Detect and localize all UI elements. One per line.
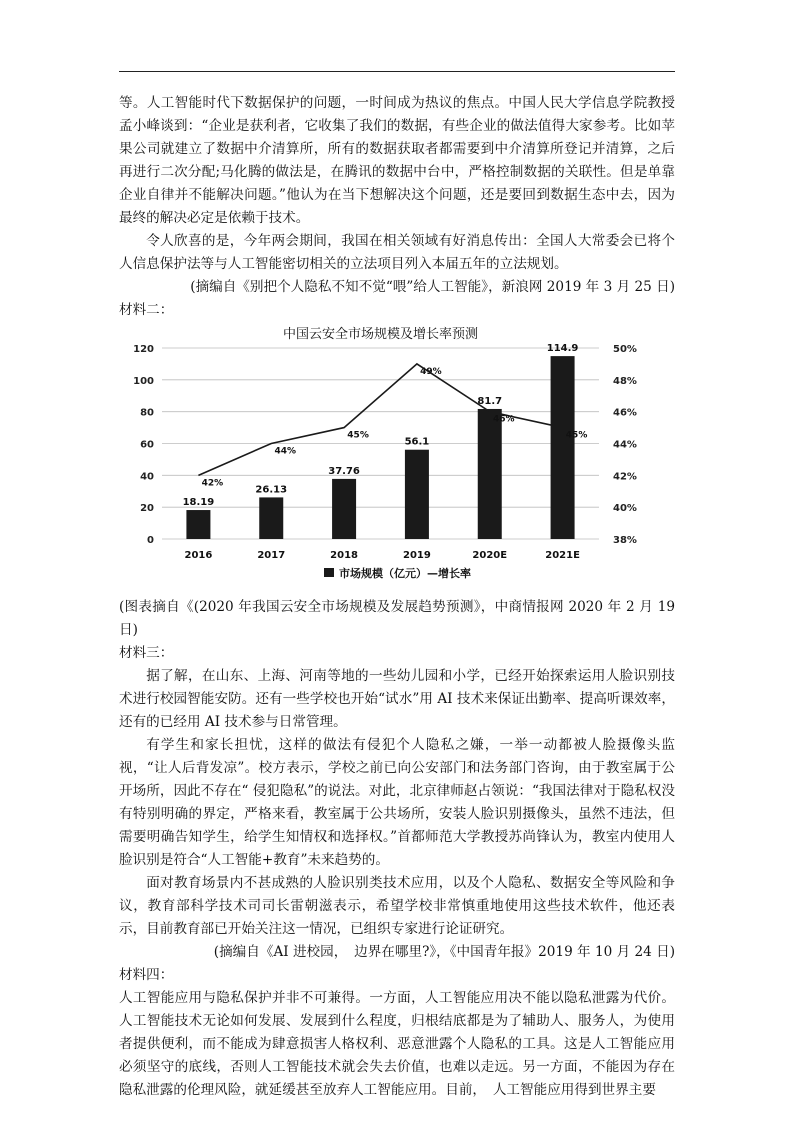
y-tick-label: 120 xyxy=(133,344,154,355)
bar-label: 81.7 xyxy=(477,395,503,407)
y-tick-label: 40 xyxy=(140,471,154,483)
paragraph-2: 令人欣喜的是，今年两会期间，我国在相关领域有好消息传出：全国人大常委会已将个人信息保护法等与人工智能密切相关的立法项目列入本届五年的立法规划。 xyxy=(119,233,675,272)
line-label: 45% xyxy=(565,430,588,441)
line-label: 46% xyxy=(492,414,515,425)
bar xyxy=(551,356,575,539)
bar xyxy=(259,497,283,539)
paragraph-6: 人工智能应用与隐私保护并非不可兼得。一方面，人工智能应用决不能以隐私泄露为代价。人工智能技术无论如何发展、发展到什么程度，归根结底都是为了辅助人、服务人，为使用者提供便利，而不能成为肆意损害人格权利、恶意泄露个人隐私的工具。这是人工智能应用必须坚守的底线，否则人工智能技术就会失去价值，也难以走远。另一方面，不能因为存在隐私泄露的伦理风险，就延缓甚至放弃人工智能应用。目前， 人工智能应用得到世界主要 xyxy=(119,990,675,1098)
y2-tick-label: 42% xyxy=(613,471,637,483)
paragraph-1: 等。人工智能时代下数据保护的问题，一时间成为热议的焦点。中国人民大学信息学院教授孟小峰谈到：“企业是获利者，它收集了我们的数据，有些企业的做法值得大家参考。比如苹果公司就建立了数据中介清算所，所有的数据获取者都需要到中介清算所登记并清算，之后再进行二次分配;马化腾的做法是，在腾讯的数据中台中，严格控制数据的关联性。但是单靠企业自律并不能解决问题。”他认为在当下想解决这个问题，还是要回到数据生态中去，因为最终的解决必定是依赖于技术。 xyxy=(119,95,675,226)
bar-label: 37.76 xyxy=(328,465,360,477)
x-tick-label: 2020E xyxy=(472,550,508,561)
x-tick-label: 2018 xyxy=(330,550,359,561)
bar-label: 18.19 xyxy=(182,497,215,509)
y2-tick-label: 38% xyxy=(613,535,637,546)
material-4-label: 材料四： xyxy=(119,967,174,983)
bar xyxy=(332,479,356,539)
bar-label: 26.13 xyxy=(255,484,288,496)
y2-tick-label: 46% xyxy=(613,407,637,419)
y-tick-label: 60 xyxy=(140,439,154,451)
paragraph-4: 有学生和家长担忧，这样的做法有侵犯个人隐私之嫌，一举一动都被人脸摄像头监视，“让人后背发凉”。校方表示，学校之前已向公安部门和法务部门咨询，由于教室属于公开场所，因此不存在“ 侵犯隐私”的说法。对此，北京律师赵占领说：“我国法律对于隐私权没有特别明确的界定，严格来看，教室属于公共场所，安装人脸识别摄像头，虽然不违法，但需要明确告知学生，给学生知情权和选择权。”首都师范大学教授苏尚锋认为，教室内使用人脸识别是符合“人工智能+教育”未来趋势的。 xyxy=(119,737,675,868)
line-label: 49% xyxy=(420,366,442,377)
bar-label: 56.1 xyxy=(404,436,430,448)
line-label: 44% xyxy=(274,446,297,457)
y2-tick-label: 44% xyxy=(613,439,637,451)
legend-swatch xyxy=(324,568,334,577)
y-tick-label: 100 xyxy=(133,375,154,387)
chart-title: 中国云安全市场规模及增长率预测 xyxy=(282,327,479,342)
cloud-security-chart xyxy=(119,324,675,596)
bar xyxy=(478,409,502,539)
y-tick-label: 0 xyxy=(147,535,154,546)
source-1: (摘编自《别把个人隐私不知不觉“喂”给人工智能》，新浪网 2019 年 3 月 25 日) xyxy=(190,279,675,295)
header-rule xyxy=(119,71,675,72)
y2-tick-label: 40% xyxy=(613,503,637,515)
chart-caption: (图表摘自《(2020 年我国云安全市场规模及发展趋势预测》，中商情报网 2020 年 2 月 19 日) xyxy=(119,599,675,638)
y-tick-label: 80 xyxy=(140,407,154,419)
paragraph-5: 面对教育场景内不甚成熟的人脸识别类技术应用，以及个人隐私、数据安全等风险和争议，教育部科学技术司司长雷朝滋表示，希望学校非常慎重地使用这些技术软件，他还表示，目前教育部已开始关注这一情况，已组织专家进行论证研究。 xyxy=(119,875,675,937)
line-label: 45% xyxy=(347,430,369,441)
x-tick-label: 2021E xyxy=(545,550,580,561)
x-tick-label: 2017 xyxy=(257,550,286,561)
bar-label: 114.9 xyxy=(546,343,579,355)
x-tick-label: 2016 xyxy=(184,550,213,561)
document-body xyxy=(119,92,675,1102)
material-3-label: 材料三： xyxy=(119,645,174,661)
source-3: (摘编自《AI 进校园， 边界在哪里?》，《中国青年报》2019 年 10 月 24 日) xyxy=(213,944,675,960)
bar xyxy=(405,450,429,539)
bar xyxy=(186,510,210,539)
y2-tick-label: 50% xyxy=(613,344,637,355)
y2-tick-label: 48% xyxy=(613,375,637,387)
paragraph-3: 据了解，在山东、上海、河南等地的一些幼儿园和小学，已经开始探索运用人脸识别技术进行校园智能安防。还有一些学校也开始“试水”用 AI 技术来保证出勤率、提高听课效率，还有的已经用 AI 技术参与日常管理。 xyxy=(119,668,675,730)
x-tick-label: 2019 xyxy=(402,550,431,561)
legend-label: 市场规模（亿元）—增长率 xyxy=(339,567,471,580)
chart-svg xyxy=(119,324,675,596)
y-tick-label: 20 xyxy=(140,503,154,515)
line-label: 42% xyxy=(201,478,224,489)
material-2-label: 材料二： xyxy=(119,302,174,318)
